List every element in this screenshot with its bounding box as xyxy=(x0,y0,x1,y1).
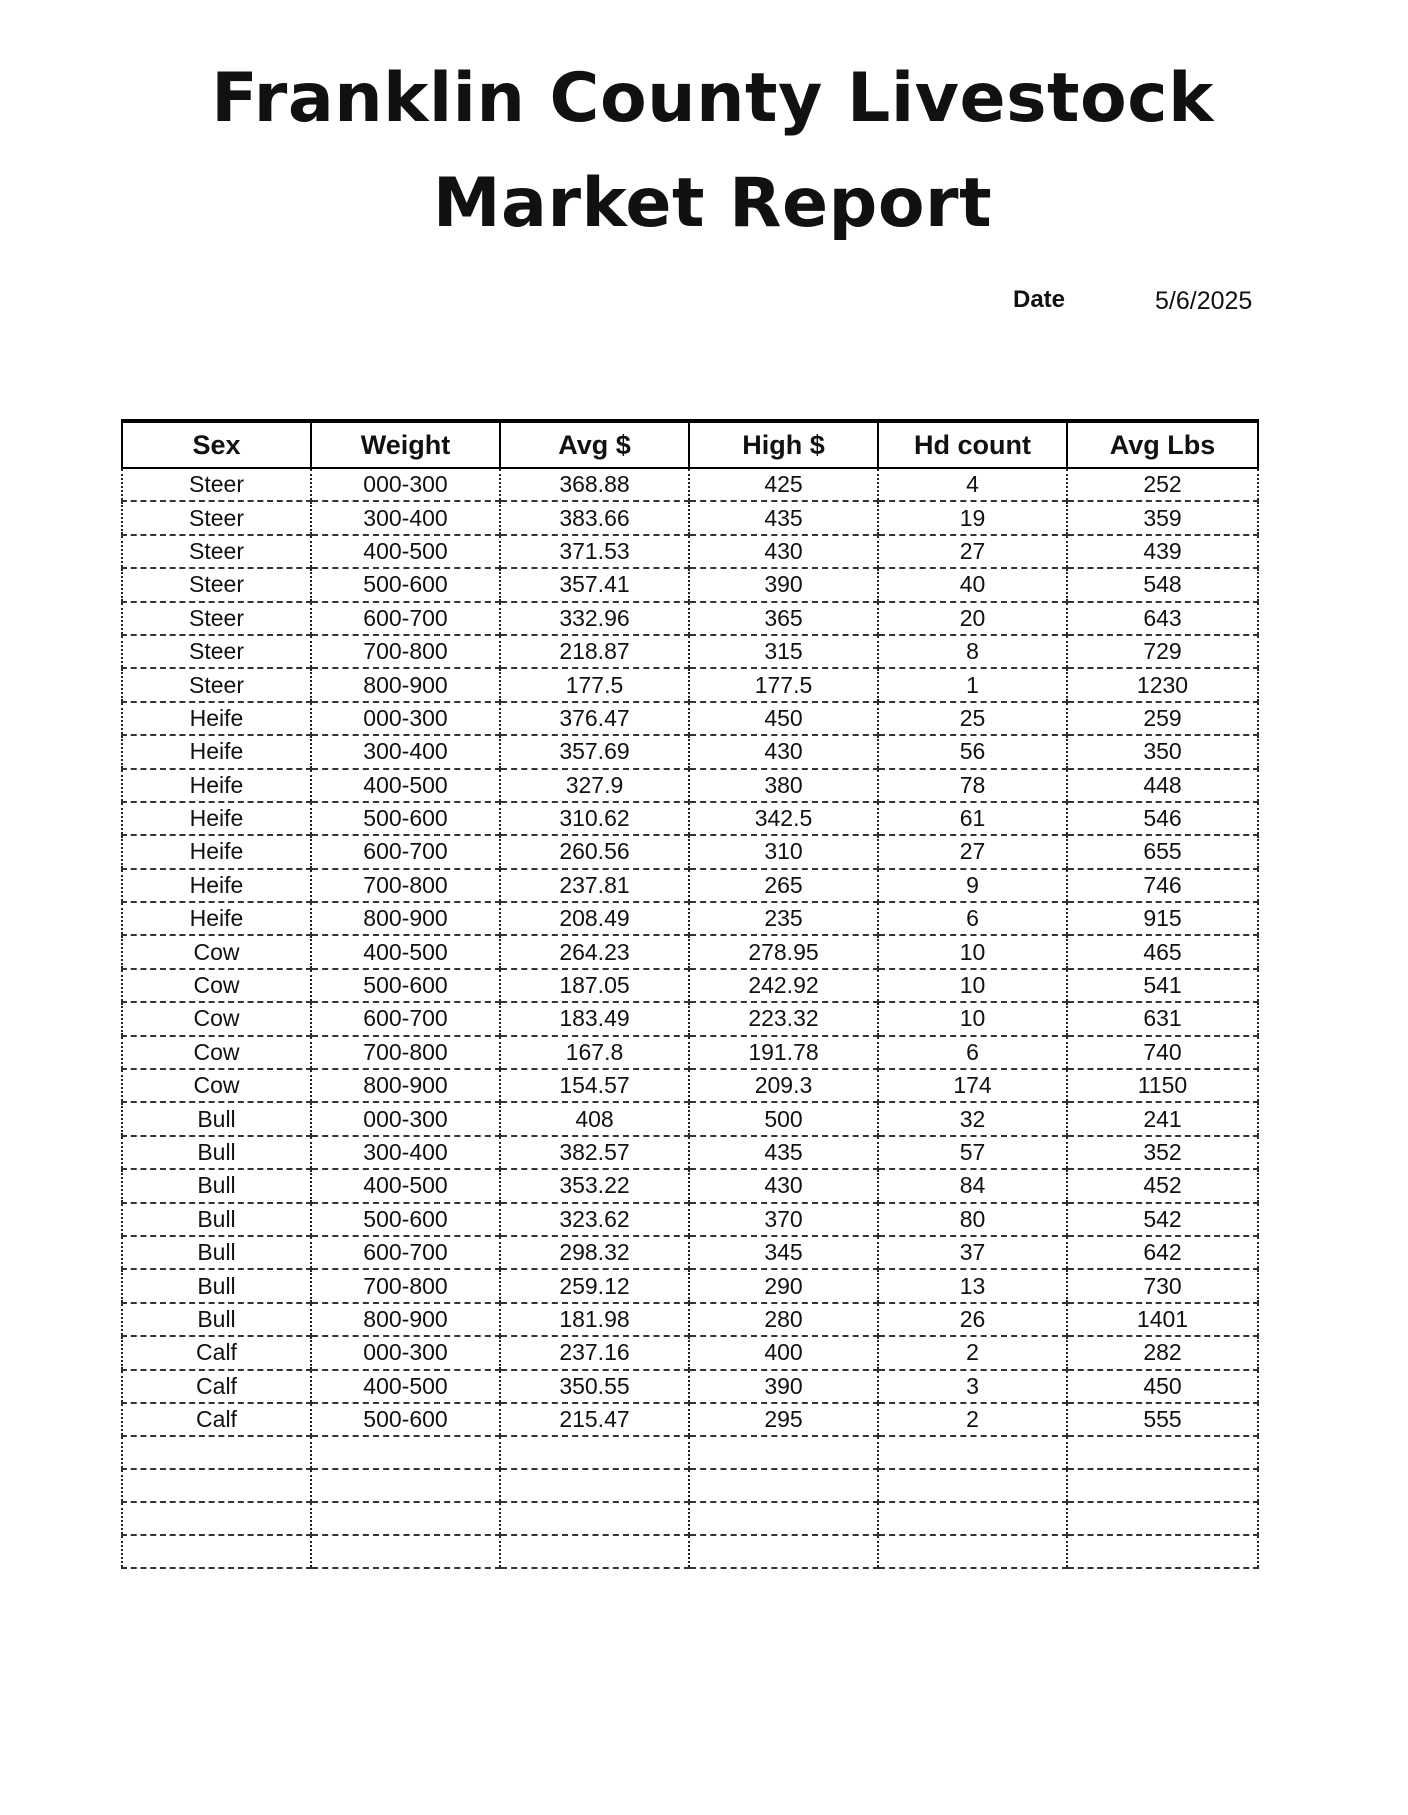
cell-avg-lbs: 359 xyxy=(1067,501,1258,534)
blank-cell xyxy=(878,1502,1067,1535)
cell-sex: Cow xyxy=(122,969,311,1002)
blank-cell xyxy=(878,1535,1067,1568)
date-label: Date xyxy=(1013,286,1066,313)
cell-avg-price: 408 xyxy=(500,1102,689,1135)
table-row xyxy=(122,1002,1258,1035)
cell-high-price: 177.5 xyxy=(689,668,878,701)
blank-cell xyxy=(311,1436,500,1469)
cell-avg-lbs: 541 xyxy=(1067,969,1258,1002)
cell-head-count: 19 xyxy=(878,501,1067,534)
blank-cell xyxy=(311,1535,500,1568)
cell-high-price: 430 xyxy=(689,735,878,768)
cell-sex: Steer xyxy=(122,535,311,568)
cell-avg-lbs: 642 xyxy=(1067,1236,1258,1269)
cell-high-price: 310 xyxy=(689,835,878,868)
cell-head-count: 10 xyxy=(878,969,1067,1002)
cell-avg-lbs: 548 xyxy=(1067,568,1258,601)
cell-sex: Cow xyxy=(122,935,311,968)
cell-head-count: 27 xyxy=(878,835,1067,868)
cell-avg-price: 183.49 xyxy=(500,1002,689,1035)
report-title-line2: Market Report xyxy=(432,164,993,243)
cell-avg-lbs: 655 xyxy=(1067,835,1258,868)
cell-sex: Heife xyxy=(122,902,311,935)
cell-sex: Cow xyxy=(122,1036,311,1069)
blank-table-row xyxy=(122,1469,1258,1502)
cell-head-count: 3 xyxy=(878,1370,1067,1403)
blank-cell xyxy=(689,1502,878,1535)
cell-head-count: 57 xyxy=(878,1136,1067,1169)
cell-avg-lbs: 729 xyxy=(1067,635,1258,668)
cell-sex: Heife xyxy=(122,769,311,802)
cell-head-count: 61 xyxy=(878,802,1067,835)
cell-avg-price: 350.55 xyxy=(500,1370,689,1403)
cell-avg-price: 357.69 xyxy=(500,735,689,768)
cell-avg-price: 187.05 xyxy=(500,969,689,1002)
cell-avg-price: 368.88 xyxy=(500,468,689,501)
cell-head-count: 1 xyxy=(878,668,1067,701)
cell-head-count: 2 xyxy=(878,1336,1067,1369)
cell-high-price: 435 xyxy=(689,501,878,534)
cell-weight: 700-800 xyxy=(311,635,500,668)
table-row xyxy=(122,802,1258,835)
blank-cell xyxy=(878,1469,1067,1502)
cell-avg-price: 237.81 xyxy=(500,869,689,902)
cell-avg-lbs: 542 xyxy=(1067,1203,1258,1236)
table-row xyxy=(122,969,1258,1002)
table-row xyxy=(122,835,1258,868)
table-row xyxy=(122,468,1258,501)
cell-weight: 600-700 xyxy=(311,835,500,868)
blank-cell xyxy=(1067,1469,1258,1502)
blank-cell xyxy=(122,1535,311,1568)
header-weight: Weight xyxy=(311,421,500,468)
table-row xyxy=(122,535,1258,568)
cell-head-count: 13 xyxy=(878,1269,1067,1302)
cell-avg-price: 332.96 xyxy=(500,602,689,635)
cell-weight: 800-900 xyxy=(311,1303,500,1336)
cell-head-count: 2 xyxy=(878,1403,1067,1436)
cell-avg-lbs: 439 xyxy=(1067,535,1258,568)
cell-high-price: 342.5 xyxy=(689,802,878,835)
cell-high-price: 450 xyxy=(689,702,878,735)
cell-avg-lbs: 450 xyxy=(1067,1370,1258,1403)
cell-head-count: 10 xyxy=(878,935,1067,968)
cell-sex: Steer xyxy=(122,668,311,701)
cell-sex: Calf xyxy=(122,1336,311,1369)
table-row xyxy=(122,1203,1258,1236)
cell-avg-lbs: 546 xyxy=(1067,802,1258,835)
cell-high-price: 390 xyxy=(689,568,878,601)
cell-head-count: 4 xyxy=(878,468,1067,501)
cell-head-count: 10 xyxy=(878,1002,1067,1035)
cell-high-price: 290 xyxy=(689,1269,878,1302)
cell-weight: 500-600 xyxy=(311,568,500,601)
cell-avg-lbs: 1230 xyxy=(1067,668,1258,701)
cell-avg-price: 218.87 xyxy=(500,635,689,668)
cell-weight: 000-300 xyxy=(311,702,500,735)
cell-high-price: 295 xyxy=(689,1403,878,1436)
cell-sex: Bull xyxy=(122,1136,311,1169)
blank-cell xyxy=(689,1469,878,1502)
table-row xyxy=(122,668,1258,701)
table-row xyxy=(122,1303,1258,1336)
table-row xyxy=(122,635,1258,668)
blank-table-row xyxy=(122,1535,1258,1568)
blank-cell xyxy=(500,1535,689,1568)
cell-avg-price: 259.12 xyxy=(500,1269,689,1302)
cell-head-count: 84 xyxy=(878,1169,1067,1202)
cell-avg-lbs: 465 xyxy=(1067,935,1258,968)
cell-sex: Steer xyxy=(122,501,311,534)
blank-cell xyxy=(500,1436,689,1469)
cell-weight: 800-900 xyxy=(311,902,500,935)
cell-avg-price: 177.5 xyxy=(500,668,689,701)
cell-weight: 600-700 xyxy=(311,1002,500,1035)
cell-avg-lbs: 350 xyxy=(1067,735,1258,768)
blank-cell xyxy=(878,1436,1067,1469)
table-body xyxy=(122,468,1258,1568)
table-row xyxy=(122,1102,1258,1135)
table-row xyxy=(122,1403,1258,1436)
table-row xyxy=(122,769,1258,802)
cell-head-count: 27 xyxy=(878,535,1067,568)
cell-high-price: 370 xyxy=(689,1203,878,1236)
cell-sex: Bull xyxy=(122,1303,311,1336)
blank-cell xyxy=(122,1436,311,1469)
header-avg-price: Avg $ xyxy=(500,421,689,468)
table-row xyxy=(122,735,1258,768)
cell-sex: Steer xyxy=(122,468,311,501)
cell-avg-lbs: 1150 xyxy=(1067,1069,1258,1102)
cell-avg-price: 310.62 xyxy=(500,802,689,835)
cell-weight: 800-900 xyxy=(311,668,500,701)
blank-cell xyxy=(311,1469,500,1502)
cell-sex: Bull xyxy=(122,1269,311,1302)
cell-weight: 500-600 xyxy=(311,1403,500,1436)
cell-weight: 400-500 xyxy=(311,1370,500,1403)
cell-high-price: 315 xyxy=(689,635,878,668)
cell-head-count: 56 xyxy=(878,735,1067,768)
cell-avg-price: 208.49 xyxy=(500,902,689,935)
cell-high-price: 400 xyxy=(689,1336,878,1369)
cell-high-price: 265 xyxy=(689,869,878,902)
cell-sex: Cow xyxy=(122,1002,311,1035)
cell-high-price: 278.95 xyxy=(689,935,878,968)
cell-head-count: 8 xyxy=(878,635,1067,668)
table-row xyxy=(122,1069,1258,1102)
table-row xyxy=(122,1169,1258,1202)
cell-avg-lbs: 746 xyxy=(1067,869,1258,902)
cell-weight: 800-900 xyxy=(311,1069,500,1102)
cell-avg-price: 215.47 xyxy=(500,1403,689,1436)
table-row xyxy=(122,1269,1258,1302)
cell-weight: 400-500 xyxy=(311,535,500,568)
cell-sex: Heife xyxy=(122,702,311,735)
cell-sex: Calf xyxy=(122,1370,311,1403)
cell-weight: 400-500 xyxy=(311,1169,500,1202)
cell-avg-price: 237.16 xyxy=(500,1336,689,1369)
cell-head-count: 174 xyxy=(878,1069,1067,1102)
blank-table-row xyxy=(122,1436,1258,1469)
table-row xyxy=(122,1336,1258,1369)
blank-cell xyxy=(689,1535,878,1568)
cell-high-price: 365 xyxy=(689,602,878,635)
cell-avg-price: 298.32 xyxy=(500,1236,689,1269)
cell-high-price: 435 xyxy=(689,1136,878,1169)
cell-weight: 500-600 xyxy=(311,1203,500,1236)
cell-avg-lbs: 259 xyxy=(1067,702,1258,735)
cell-avg-lbs: 631 xyxy=(1067,1002,1258,1035)
cell-high-price: 430 xyxy=(689,1169,878,1202)
cell-head-count: 26 xyxy=(878,1303,1067,1336)
cell-sex: Heife xyxy=(122,835,311,868)
blank-cell xyxy=(500,1469,689,1502)
cell-avg-price: 353.22 xyxy=(500,1169,689,1202)
cell-weight: 300-400 xyxy=(311,501,500,534)
cell-weight: 000-300 xyxy=(311,1336,500,1369)
cell-high-price: 209.3 xyxy=(689,1069,878,1102)
cell-avg-price: 264.23 xyxy=(500,935,689,968)
cell-sex: Steer xyxy=(122,568,311,601)
cell-avg-price: 167.8 xyxy=(500,1036,689,1069)
cell-high-price: 235 xyxy=(689,902,878,935)
report-title-line1: Franklin County Livestock xyxy=(211,59,1214,138)
cell-avg-lbs: 282 xyxy=(1067,1336,1258,1369)
blank-cell xyxy=(1067,1436,1258,1469)
cell-head-count: 6 xyxy=(878,1036,1067,1069)
cell-avg-lbs: 252 xyxy=(1067,468,1258,501)
cell-avg-price: 376.47 xyxy=(500,702,689,735)
blank-cell xyxy=(1067,1535,1258,1568)
table-row xyxy=(122,935,1258,968)
date-value: 5/6/2025 xyxy=(1155,287,1253,315)
cell-avg-price: 181.98 xyxy=(500,1303,689,1336)
cell-avg-lbs: 643 xyxy=(1067,602,1258,635)
cell-avg-price: 327.9 xyxy=(500,769,689,802)
cell-high-price: 242.92 xyxy=(689,969,878,1002)
cell-high-price: 380 xyxy=(689,769,878,802)
cell-weight: 500-600 xyxy=(311,802,500,835)
market-report-table xyxy=(121,419,1259,1569)
cell-high-price: 500 xyxy=(689,1102,878,1135)
cell-high-price: 425 xyxy=(689,468,878,501)
table-header-row xyxy=(122,421,1258,468)
cell-weight: 600-700 xyxy=(311,1236,500,1269)
cell-avg-lbs: 241 xyxy=(1067,1102,1258,1135)
cell-sex: Heife xyxy=(122,735,311,768)
blank-cell xyxy=(122,1469,311,1502)
table-row xyxy=(122,501,1258,534)
cell-high-price: 191.78 xyxy=(689,1036,878,1069)
cell-sex: Steer xyxy=(122,635,311,668)
cell-head-count: 40 xyxy=(878,568,1067,601)
cell-avg-lbs: 452 xyxy=(1067,1169,1258,1202)
cell-avg-price: 382.57 xyxy=(500,1136,689,1169)
table-row xyxy=(122,702,1258,735)
cell-head-count: 9 xyxy=(878,869,1067,902)
cell-avg-lbs: 730 xyxy=(1067,1269,1258,1302)
cell-weight: 600-700 xyxy=(311,602,500,635)
cell-weight: 000-300 xyxy=(311,468,500,501)
cell-sex: Heife xyxy=(122,869,311,902)
table-row xyxy=(122,902,1258,935)
cell-high-price: 280 xyxy=(689,1303,878,1336)
cell-avg-lbs: 1401 xyxy=(1067,1303,1258,1336)
cell-avg-lbs: 448 xyxy=(1067,769,1258,802)
cell-high-price: 223.32 xyxy=(689,1002,878,1035)
header-high-price: High $ xyxy=(689,421,878,468)
blank-cell xyxy=(500,1502,689,1535)
cell-sex: Bull xyxy=(122,1102,311,1135)
cell-weight: 500-600 xyxy=(311,969,500,1002)
cell-head-count: 32 xyxy=(878,1102,1067,1135)
cell-avg-price: 154.57 xyxy=(500,1069,689,1102)
cell-head-count: 6 xyxy=(878,902,1067,935)
cell-weight: 300-400 xyxy=(311,1136,500,1169)
blank-cell xyxy=(1067,1502,1258,1535)
cell-sex: Steer xyxy=(122,602,311,635)
table-row xyxy=(122,602,1258,635)
cell-sex: Heife xyxy=(122,802,311,835)
cell-head-count: 20 xyxy=(878,602,1067,635)
header-avg-lbs: Avg Lbs xyxy=(1067,421,1258,468)
cell-high-price: 390 xyxy=(689,1370,878,1403)
table-row xyxy=(122,1036,1258,1069)
cell-sex: Cow xyxy=(122,1069,311,1102)
cell-head-count: 25 xyxy=(878,702,1067,735)
header-head-count: Hd count xyxy=(878,421,1067,468)
header-sex: Sex xyxy=(122,421,311,468)
cell-sex: Bull xyxy=(122,1169,311,1202)
cell-sex: Bull xyxy=(122,1236,311,1269)
cell-high-price: 345 xyxy=(689,1236,878,1269)
cell-sex: Calf xyxy=(122,1403,311,1436)
blank-cell xyxy=(689,1436,878,1469)
cell-weight: 700-800 xyxy=(311,1269,500,1302)
cell-avg-lbs: 555 xyxy=(1067,1403,1258,1436)
cell-head-count: 78 xyxy=(878,769,1067,802)
cell-weight: 700-800 xyxy=(311,1036,500,1069)
cell-sex: Bull xyxy=(122,1203,311,1236)
cell-head-count: 37 xyxy=(878,1236,1067,1269)
table-row xyxy=(122,1236,1258,1269)
cell-avg-price: 383.66 xyxy=(500,501,689,534)
cell-weight: 000-300 xyxy=(311,1102,500,1135)
cell-avg-lbs: 740 xyxy=(1067,1036,1258,1069)
table-row xyxy=(122,869,1258,902)
cell-avg-price: 371.53 xyxy=(500,535,689,568)
cell-avg-price: 357.41 xyxy=(500,568,689,601)
cell-high-price: 430 xyxy=(689,535,878,568)
cell-avg-price: 323.62 xyxy=(500,1203,689,1236)
cell-weight: 400-500 xyxy=(311,935,500,968)
cell-weight: 300-400 xyxy=(311,735,500,768)
cell-head-count: 80 xyxy=(878,1203,1067,1236)
table-row xyxy=(122,568,1258,601)
cell-avg-price: 260.56 xyxy=(500,835,689,868)
table-row xyxy=(122,1370,1258,1403)
blank-table-row xyxy=(122,1502,1258,1535)
cell-avg-lbs: 352 xyxy=(1067,1136,1258,1169)
blank-cell xyxy=(311,1502,500,1535)
cell-weight: 400-500 xyxy=(311,769,500,802)
cell-avg-lbs: 915 xyxy=(1067,902,1258,935)
table-row xyxy=(122,1136,1258,1169)
blank-cell xyxy=(122,1502,311,1535)
cell-weight: 700-800 xyxy=(311,869,500,902)
